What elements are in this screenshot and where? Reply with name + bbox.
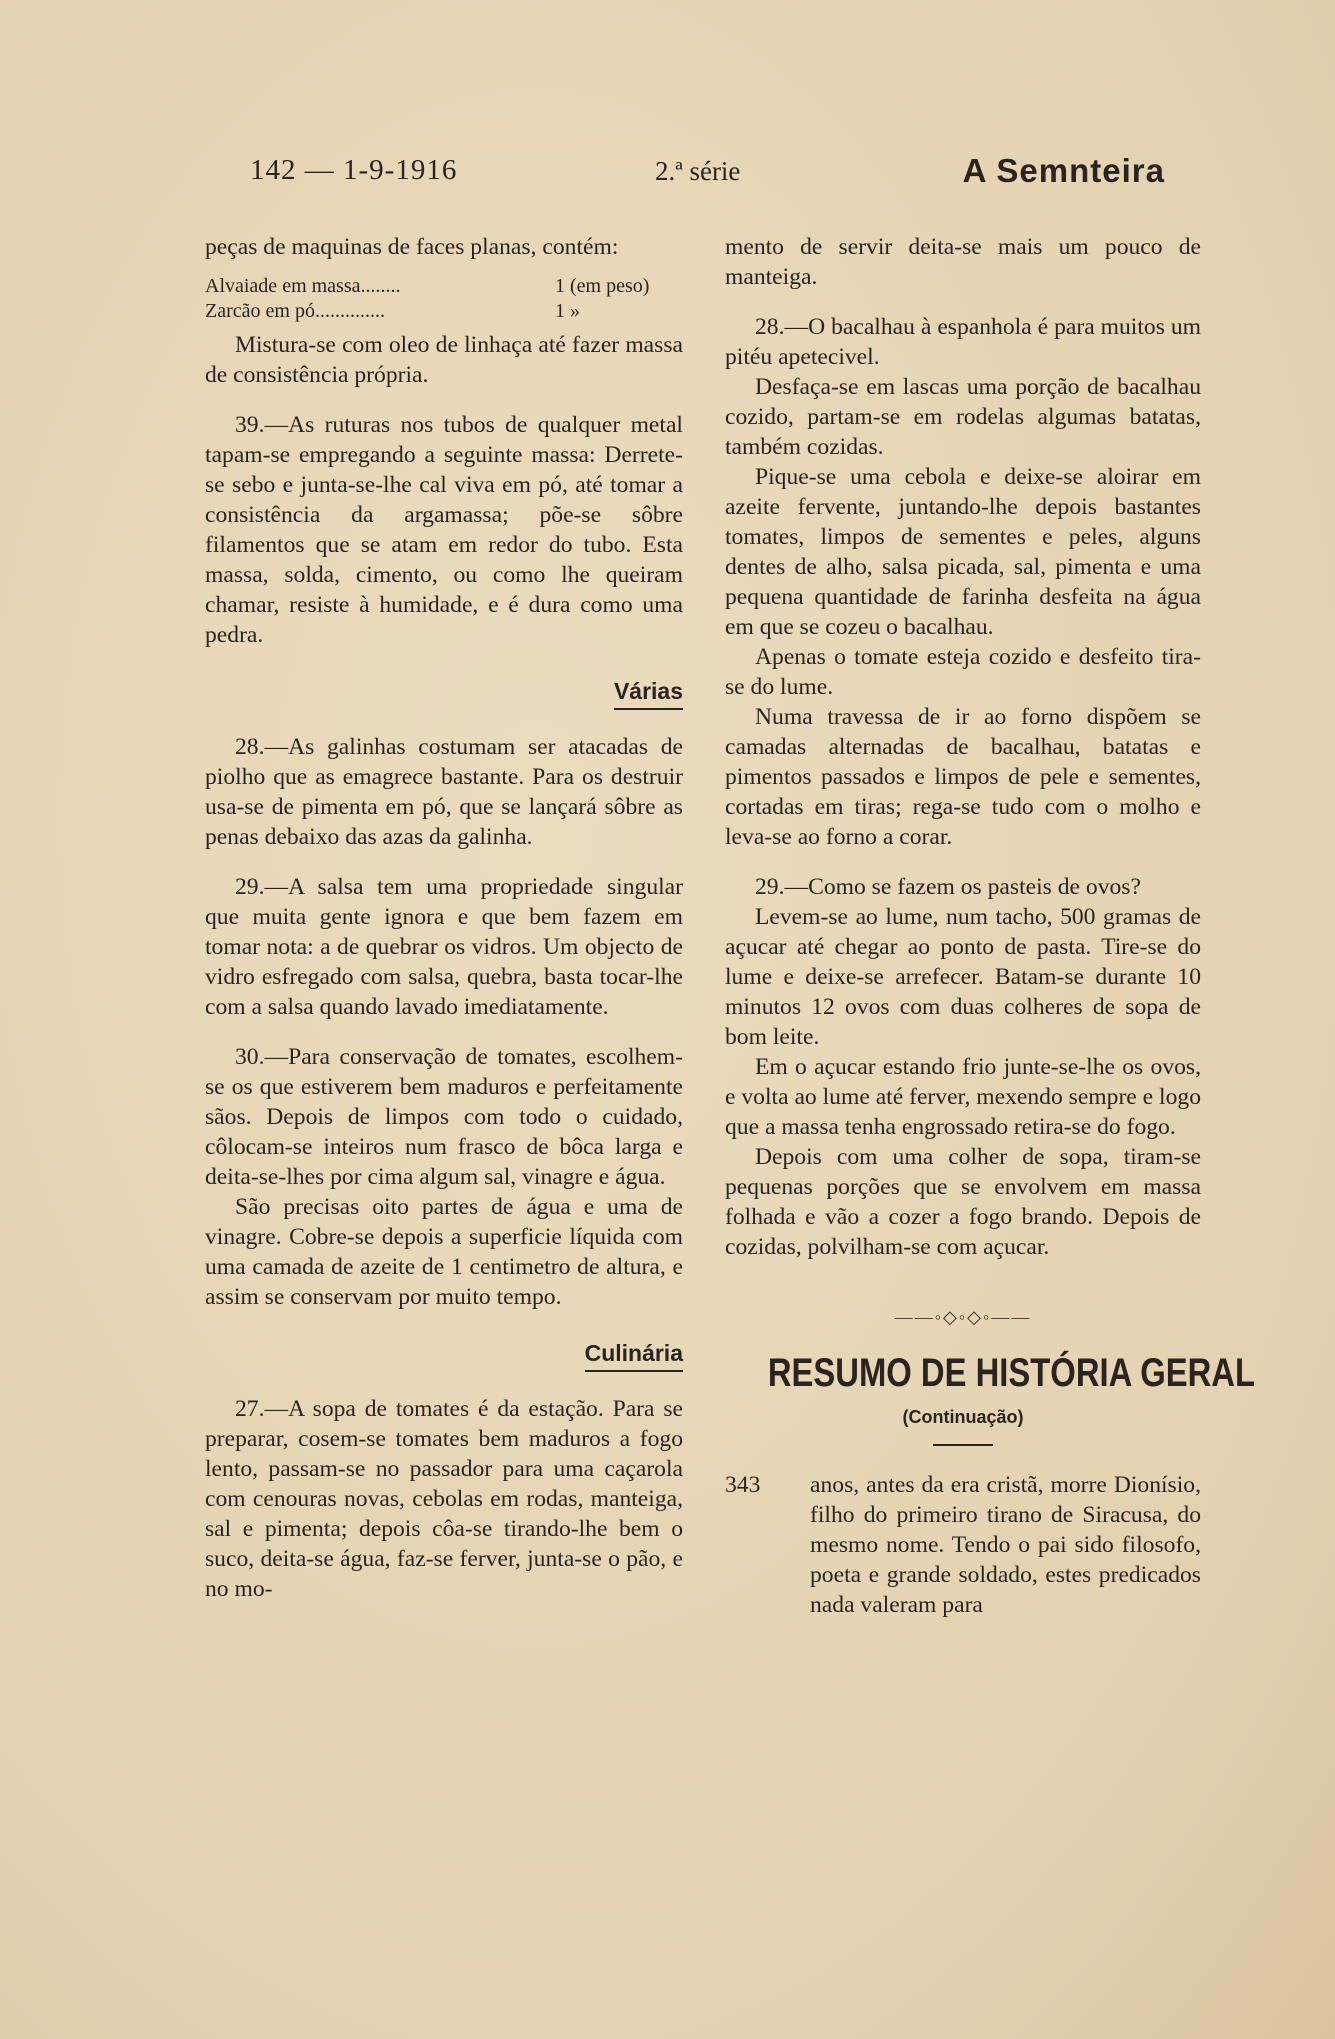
right-column bbox=[725, 232, 1256, 1620]
divider bbox=[933, 1444, 993, 1446]
paragraph-30-cont: São precisas oito partes de água e uma de vinagre. Cobre-se depois a superficie líquida com uma camada de azeite de 1 centimetro de altura, e assim se conservam por muito tempo. bbox=[205, 1194, 683, 1310]
history-text: anos, antes da era cristã, morre Dionísio, filho do primeiro tirano de Siracusa, do mesmo nome. Tendo o pai sido filosofo, poeta e grande soldado, estes predicados nada valeram para bbox=[810, 1472, 1201, 1618]
ingredient-qty: 1 (em peso) bbox=[555, 275, 650, 297]
series-label: 2.ª série bbox=[655, 156, 741, 186]
page-header bbox=[250, 150, 1165, 200]
history-entry bbox=[725, 1470, 1201, 1620]
history-section-title: RESUMO DE HISTÓRIA GERAL bbox=[767, 1351, 1256, 1395]
table-row bbox=[205, 274, 683, 299]
paragraph-29: 29.—A salsa tem uma propriedade singular que muita gente ignora e que bem fazem em tomar nota: a de quebrar os vidros. Um objecto de vidro esfregado com salsa, quebra, basta tocar-lhe com a salsa quando lavado imediatamente. bbox=[205, 874, 683, 1020]
journal-title: A Semnteira bbox=[962, 152, 1165, 189]
paragraph-29-pasteis: 29.—Como se fazem os pasteis de ovos? bbox=[755, 874, 1141, 900]
left-column bbox=[205, 232, 683, 1604]
ingredient-name: Alvaiade em massa........ bbox=[205, 275, 401, 297]
history-subtitle: (Continuação) bbox=[902, 1407, 1024, 1427]
section-heading-varias: Várias bbox=[205, 676, 683, 710]
ornament-divider: ——◦◇◦◇◦—— bbox=[894, 1307, 1032, 1327]
table-row bbox=[205, 299, 683, 324]
paragraph: Apenas o tomate esteja cozido e desfeito tira-se do lume. bbox=[725, 644, 1201, 700]
paragraph: Em o açucar estando frio junte-se-lhe os ovos, e volta ao lume até ferver, mexendo sempre e logo que a massa tenha engrossado retira-se do fogo. bbox=[725, 1054, 1201, 1140]
section-heading-culinaria: Culinária bbox=[205, 1338, 683, 1372]
paragraph-28: 28.—As galinhas costumam ser atacadas de piolho que as emagrece bastante. Para os destruir usa-se de pimenta em pó, que se lançará sôbre as penas debaixo das azas da galinha. bbox=[205, 734, 683, 850]
issue-number-date: 142 — 1-9-1916 bbox=[250, 154, 458, 186]
history-number: 343 bbox=[725, 1472, 761, 1498]
ingredient-name: Zarcão em pó.............. bbox=[205, 300, 385, 322]
paragraph: Mistura-se com oleo de linhaça até fazer massa de consistência própria. bbox=[205, 332, 683, 388]
paragraph: Depois com uma colher de sopa, tiram-se pequenas porções que se envolvem em massa folhada e vão a cozer a fogo brando. Depois de cozidas, polvilham-se com açucar. bbox=[725, 1144, 1201, 1260]
paragraph: Levem-se ao lume, num tacho, 500 gramas de açucar até chegar ao ponto de pasta. Tire-se do lume e deixe-se arrefecer. Batam-se durante 10 minutos 12 ovos com duas colheres de sopa de bom leite. bbox=[725, 904, 1201, 1050]
paragraph: Pique-se uma cebola e deixe-se aloirar em azeite fervente, juntando-lhe depois bastantes tomates, limpos de sementes e peles, alguns dentes de alho, salsa picada, sal, pimenta e uma pequena quantidade de farinha desfeita na água em que se cozeu o bacalhau. bbox=[725, 464, 1201, 640]
intro-text: peças de maquinas de faces planas, contém: bbox=[205, 234, 619, 260]
paragraph-28-bacalhau: 28.—O bacalhau à espanhola é para muitos um pitéu apetecivel. bbox=[725, 314, 1201, 370]
ingredient-qty: 1 » bbox=[555, 300, 580, 322]
paragraph: Numa travessa de ir ao forno dispõem se camadas alternadas de bacalhau, batatas e pimentos passados e limpos de pele e sementes, cortadas em tiras; rega-se tudo com o molho e leva-se ao forno a corar. bbox=[725, 704, 1201, 850]
recipe-table bbox=[205, 274, 683, 324]
paragraph-continuation: mento de servir deita-se mais um pouco de manteiga. bbox=[725, 234, 1201, 290]
paragraph: Desfaça-se em lascas uma porção de bacalhau cozido, partam-se em rodelas algumas batatas, também cozidas. bbox=[725, 374, 1201, 460]
paragraph-30: 30.—Para conservação de tomates, escolhem-se os que estiverem bem maduros e perfeitamente sãos. Depois de limpos com todo o cuidado, côlocam-se inteiros num frasco de bôca larga e deita-se-lhes por cima algum sal, vinagre e água. bbox=[205, 1044, 683, 1190]
paragraph-39: 39.—As ruturas nos tubos de qualquer metal tapam-se empregando a seguinte massa: Derrete-se sebo e junta-se-lhe cal viva em pó, até tomar a consistência da argamassa; põe-se sôbre filamentos que se atam em redor do tubo. Esta massa, solda, cimento, ou como lhe queiram chamar, resiste à humidade, e é dura como uma pedra. bbox=[205, 412, 683, 648]
paragraph-27: 27.—A sopa de tomates é da estação. Para se preparar, cosem-se tomates bem maduros a fogo lento, passam-se no passador para uma caçarola com cenouras novas, cebolas em rodas, manteiga, sal e pimenta; depois côa-se tirando-lhe bem o suco, deita-se água, faz-se ferver, junta-se o pão, e no mo- bbox=[205, 1396, 683, 1602]
